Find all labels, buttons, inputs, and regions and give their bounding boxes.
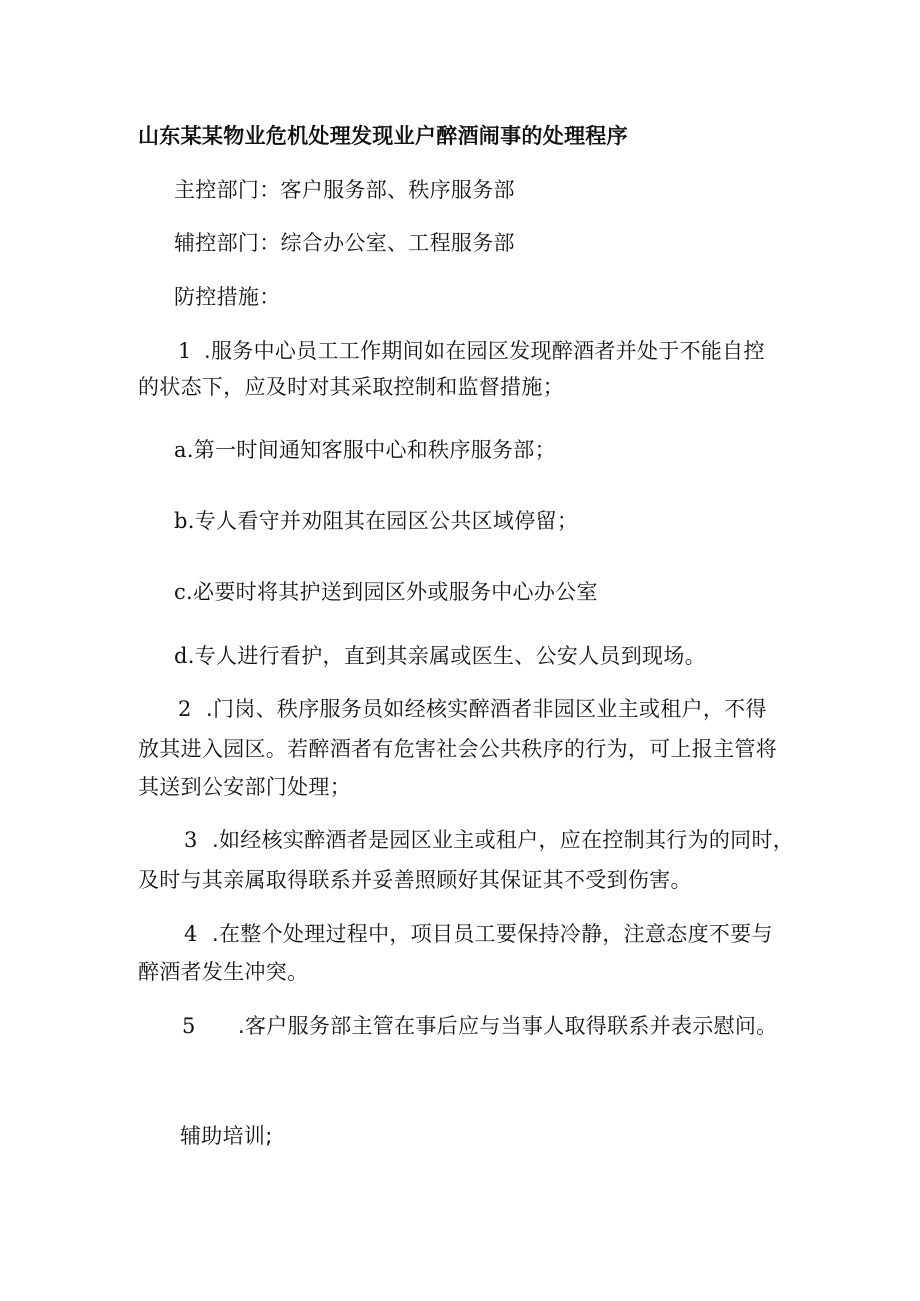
sub-item-a-prefix: a. [174, 438, 194, 462]
item-3-line-2: 及时与其亲属取得联系并妥善照顾好其保证其不受到伤害。 [138, 868, 692, 892]
item-3-text-1: .如经核实醉酒者是园区业主或租户，应在控制其行为的同时， [212, 828, 795, 852]
sub-item-a-text: 第一时间通知客服中心和秩序服务部； [193, 438, 556, 462]
item-4-number: 4 [184, 922, 198, 946]
item-1-text-1: .服务中心员工工作期间如在园区发现醉酒者并处于不能自控 [204, 339, 765, 363]
item-2-line-2: 放其进入园区。若醉酒者有危害社会公共秩序的行为，可上报主管将 [138, 737, 777, 761]
item-2-text-1: .门岗、秩序服务员如经核实醉酒者非园区业主或租户，不得 [206, 697, 767, 721]
sub-item-c-text: 必要时将其护送到园区外或服务中心办公室 [193, 580, 598, 604]
sub-item-b-prefix: b. [174, 509, 195, 533]
main-control-department: 主控部门：客户服务部、秩序服务部 [174, 178, 515, 202]
item-2-line-3: 其送到公安部门处理； [138, 775, 351, 799]
document-title: 山东某某物业危机处理发现业户醉酒闹事的处理程序 [138, 124, 628, 148]
measures-heading: 防控措施： [174, 285, 281, 309]
item-5-number: 5 [182, 1014, 196, 1038]
item-1-number: 1 [178, 339, 192, 363]
item-2-line-1 [178, 695, 767, 723]
item-3-number: 3 [184, 828, 198, 852]
sub-item-b-text: 专人看守并劝阻其在园区公共区域停留； [194, 509, 579, 533]
item-4-line-1 [184, 920, 773, 948]
sub-item-c [174, 578, 598, 606]
item-5-text-1: .客户服务部主管在事后应与当事人取得联系并表示慰问。 [238, 1014, 778, 1038]
sub-item-b [174, 507, 578, 535]
item-1-line-1 [178, 337, 765, 365]
sub-item-c-prefix: c. [174, 580, 194, 604]
sub-item-a [174, 436, 556, 464]
sub-item-d-text: 专人进行看护，直到其亲属或医生、公安人员到现场。 [194, 644, 706, 668]
sub-item-d [174, 642, 706, 670]
item-3-line-1 [184, 826, 794, 854]
item-2-number: 2 [178, 697, 192, 721]
assist-control-department: 辅控部门：综合办公室、工程服务部 [174, 231, 515, 255]
item-4-line-2: 醉酒者发生冲突。 [138, 960, 309, 984]
training-heading: 辅助培训; [180, 1124, 273, 1148]
sub-item-d-prefix: d. [174, 644, 195, 668]
item-5-line-1 [182, 1012, 777, 1040]
item-4-text-1: .在整个处理过程中，项目员工要保持冷静，注意态度不要与 [212, 922, 773, 946]
item-1-line-2: 的状态下，应及时对其采取控制和监督措施； [138, 375, 564, 399]
